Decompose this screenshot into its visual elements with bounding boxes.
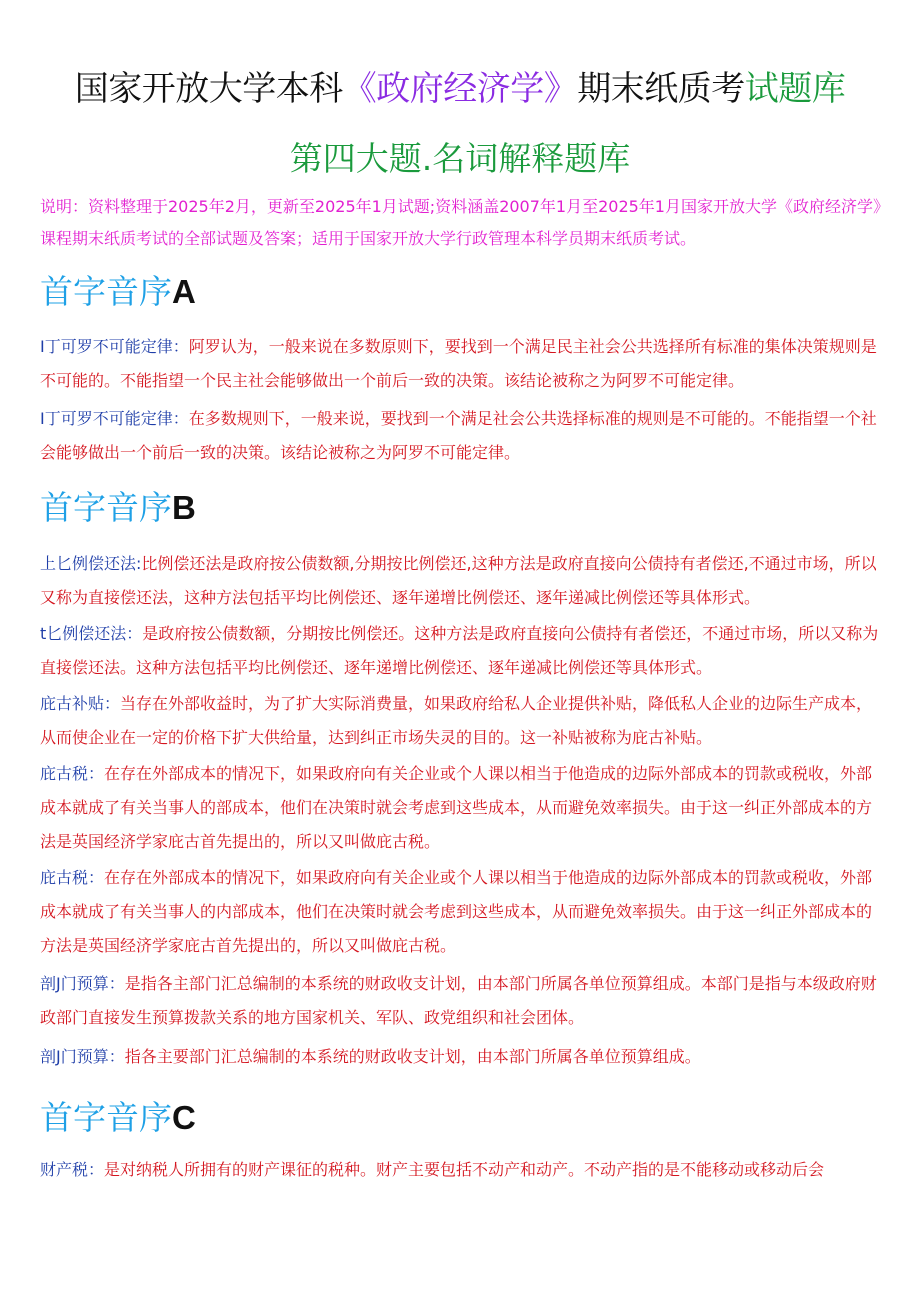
section-heading-letter: A xyxy=(172,273,196,310)
document-title xyxy=(0,66,920,112)
entry-term: t匕例偿还法： xyxy=(40,624,143,643)
entry-term: 庇古税： xyxy=(40,764,105,783)
document-subtitle: 第四大题.名词解释题库 xyxy=(289,139,631,178)
entry-b-7 xyxy=(40,1040,882,1074)
section-heading-cn: 首字音序 xyxy=(40,1098,172,1137)
title-part-2: 《政府经济学》 xyxy=(342,69,578,109)
entry-term: 剖J门预算： xyxy=(40,974,125,993)
entry-term: 庇古税： xyxy=(40,868,105,887)
entry-definition: 在存在外部成本的情况下，如果政府向有关企业或个人课以相当于他造成的边际外部成本的罚款或税收，外部成本就成了有关当事人的部成本，他们在决策时就会考虑到这些成本，从而避免效率损失。由于这一纠正外部成本的方法是英国经济学家庇古首先提出的，所以又叫做庇古税。 xyxy=(40,764,873,851)
section-heading-c xyxy=(40,1096,196,1140)
section-heading-cn: 首字音序 xyxy=(40,488,172,527)
section-heading-letter: C xyxy=(172,1099,196,1136)
section-heading-a xyxy=(40,270,196,314)
document-description: 说明：资料整理于2025年2月，更新至2025年1月试题;资料涵盖2007年1月至2025年1月国家开放大学《政府经济学》课程期末纸质考试的全部试题及答案；适用于国家开放大学行政管理本科学员期末纸质考试。 xyxy=(40,197,881,248)
section-heading-cn: 首字音序 xyxy=(40,272,172,311)
entry-b-4 xyxy=(40,757,882,859)
entry-definition: 是对纳税人所拥有的财产课征的税种。财产主要包括不动产和动产。不动产指的是不能移动或移动后会 xyxy=(104,1160,825,1179)
entry-definition: 指各主要部门汇总编制的本系统的财政收支计划，由本部门所属各单位预算组成。 xyxy=(124,1047,701,1066)
entry-definition: 当存在外部收益时，为了扩大实际消费量，如果政府给私人企业提供补贴，降低私人企业的边际生产成本，从而使企业在一定的价格下扩大供给量，达到纠正市场失灵的目的。这一补贴被称为庇古补贴。 xyxy=(40,694,873,747)
entry-definition: 在存在外部成本的情况下，如果政府向有关企业或个人课以相当于他造成的边际外部成本的罚款或税收，外部成本就成了有关当事人的内部成本，他们在决策时就会考虑到这些成本，从而避免效率损失。由于这一纠正外部成本的方法是英国经济学家庇古首先提出的，所以又叫做庇古税。 xyxy=(40,868,873,955)
entry-c-1 xyxy=(40,1153,882,1187)
entry-definition: 阿罗认为，一般来说在多数原则下，要找到一个满足民主社会公共选择所有标准的集体决策规则是不可能的。不能指望一个民主社会能够做出一个前后一致的决策。该结论被称之为阿罗不可能定律。 xyxy=(40,337,877,390)
entry-definition: 是政府按公债数额，分期按比例偿还。这种方法是政府直接向公债持有者偿还，不通过市场，所以又称为直接偿还法。这种方法包括平均比例偿还、逐年递增比例偿还、逐年递减比例偿还等具体形式。 xyxy=(40,624,879,677)
section-heading-letter: B xyxy=(172,489,196,526)
entry-a-1 xyxy=(40,330,882,398)
entry-term: I丁可罗不可能定律： xyxy=(40,337,189,356)
entry-term: 财产税： xyxy=(40,1160,105,1179)
entry-a-2 xyxy=(40,402,882,470)
title-part-3: 期末纸质考 xyxy=(577,69,745,109)
entry-b-1 xyxy=(40,547,882,615)
entry-b-3 xyxy=(40,687,882,755)
entry-definition: 在多数规则下，一般来说，要找到一个满足社会公共选择标准的规则是不可能的。不能指望一个社会能够做出一个前后一致的决策。该结论被称之为阿罗不可能定律。 xyxy=(40,409,877,462)
entry-term: 上匕例偿还法: xyxy=(40,554,142,573)
entry-b-5 xyxy=(40,861,882,963)
entry-b-6 xyxy=(40,967,882,1035)
section-heading-b xyxy=(40,486,196,530)
entry-b-2 xyxy=(40,617,882,685)
entry-definition: 比例偿还法是政府按公债数额,分期按比例偿还,这种方法是政府直接向公债持有者偿还,不通过市场，所以又称为直接偿还法，这种方法包括平均比例偿还、逐年递增比例偿还、逐年递减比例偿还等具体形式。 xyxy=(40,554,877,607)
entry-term: I丁可罗不可能定律： xyxy=(40,409,189,428)
entry-term: 剖J门预算： xyxy=(40,1047,125,1066)
entry-definition: 是指各主部门汇总编制的本系统的财政收支计划，由本部门所属各单位预算组成。本部门是指与本级政府财政部门直接发生预算拨款关系的地方国家机关、军队、政党组织和社会团体。 xyxy=(40,974,877,1027)
title-part-1: 国家开放大学本科 xyxy=(74,69,343,109)
entry-term: 庇古补贴： xyxy=(40,694,121,713)
title-part-4: 试题库 xyxy=(744,69,846,109)
